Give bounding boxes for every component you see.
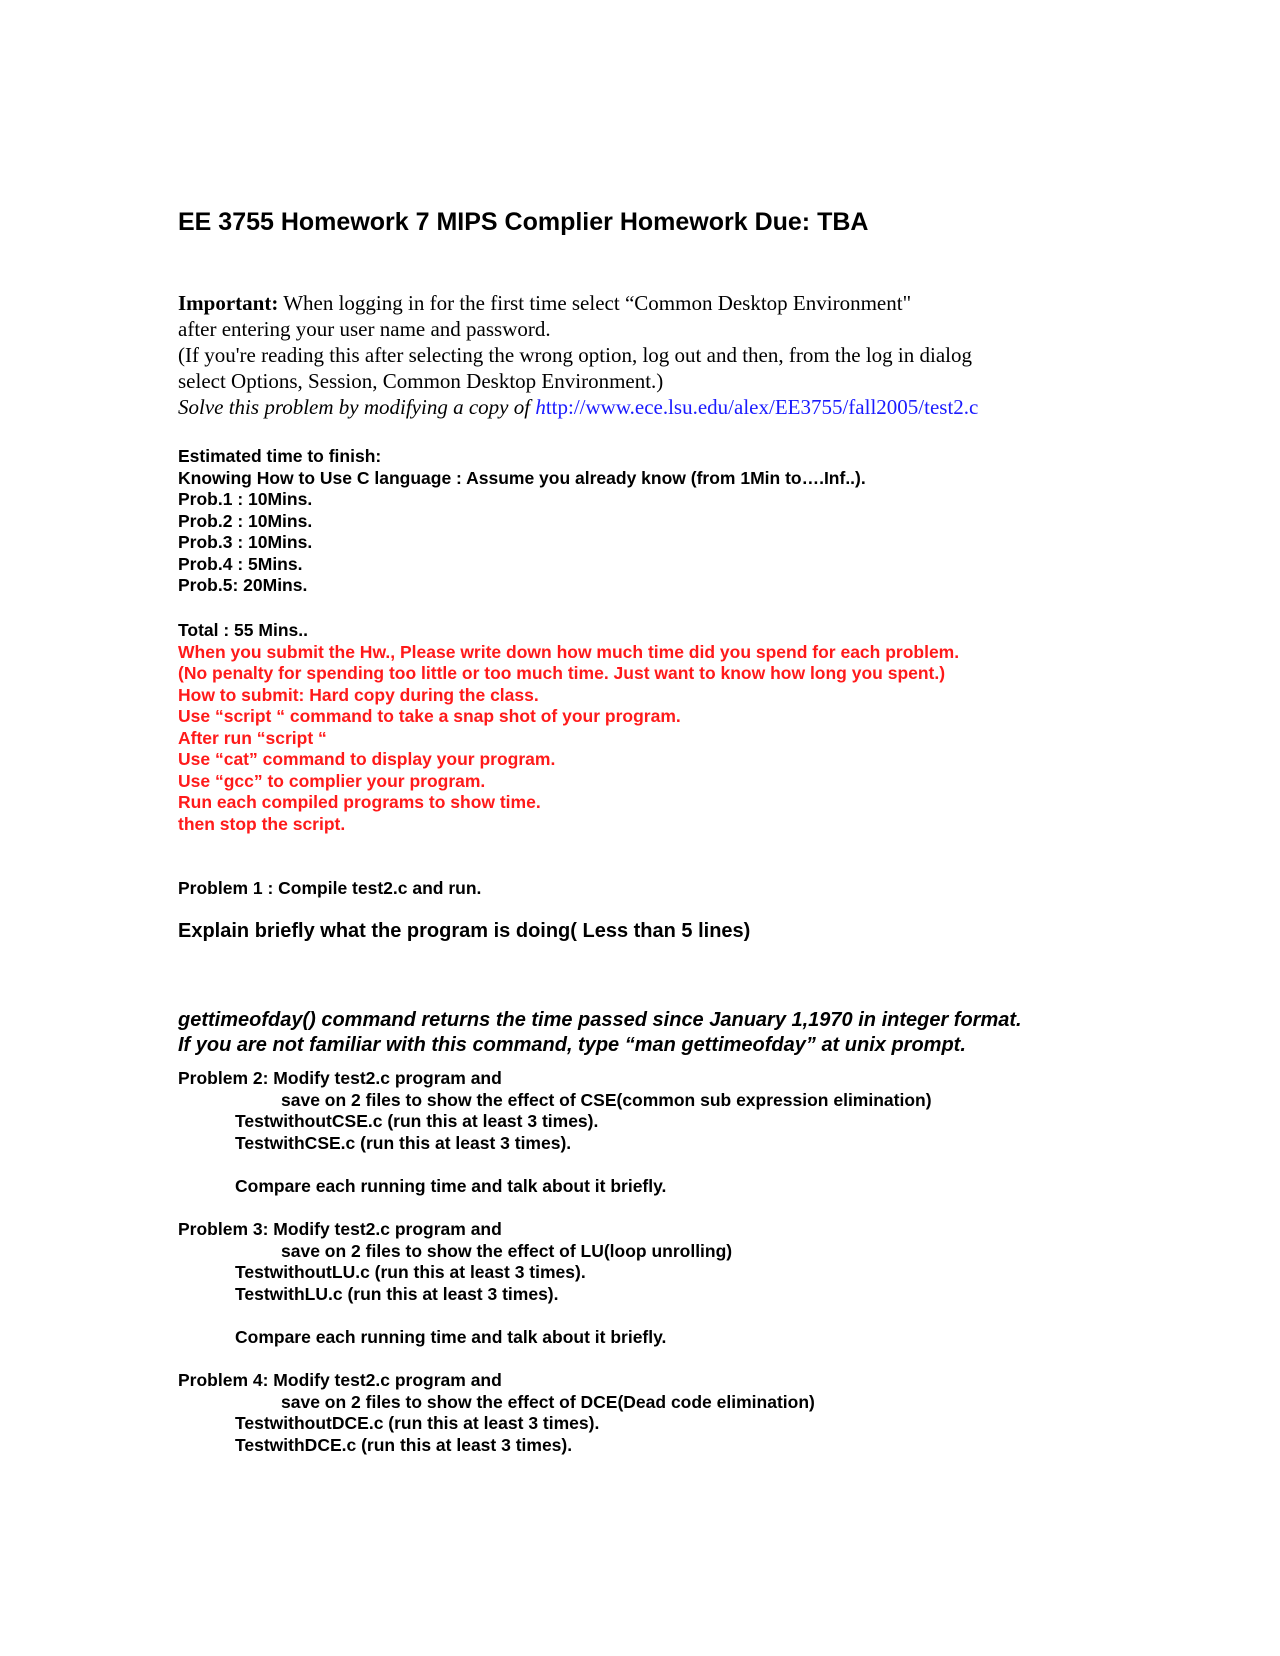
page-title: EE 3755 Homework 7 MIPS Complier Homework Due: TBA <box>178 208 869 236</box>
instruction-line: Use “cat” command to display your program. <box>178 749 556 769</box>
instruction-line: When you submit the Hw., Please write down how much time did you spend for each problem. <box>178 641 960 662</box>
problem2-heading: Problem 2: Modify test2.c program and <box>178 1068 502 1088</box>
instruction-line: After run “script “ <box>178 727 327 748</box>
solve-line <box>178 394 978 420</box>
login-line-2: after entering your user name and password. <box>178 317 551 341</box>
problem4-heading: Problem 4: Modify test2.c program and <box>178 1370 502 1390</box>
estimate-item: Prob.2 : 10Mins. <box>178 510 313 531</box>
time-estimates <box>178 446 866 597</box>
estimate-heading: Estimated time to finish: <box>178 446 382 466</box>
problem4-file1: TestwithoutDCE.c (run this at least 3 times). <box>235 1413 600 1433</box>
problem3-compare: Compare each running time and talk about it briefly. <box>235 1326 667 1347</box>
test2-link-rest: ttp://www.ece.lsu.edu/alex/EE3755/fall2005/test2.c <box>545 395 979 419</box>
problem2-file2: TestwithCSE.c (run this at least 3 times). <box>235 1132 572 1153</box>
problem4-desc: save on 2 files to show the effect of DCE(Dead code elimination) <box>281 1391 815 1412</box>
problem2-compare: Compare each running time and talk about it briefly. <box>235 1175 667 1196</box>
instruction-line: Use “script “ command to take a snap shot of your program. <box>178 706 681 726</box>
problem1-explain: Explain briefly what the program is doing( Less than 5 lines) <box>178 920 751 942</box>
important-text: When logging in for the first time select “Common Desktop Environment" <box>278 291 912 315</box>
important-line <box>178 290 978 316</box>
gettimeofday-line-2: If you are not familiar with this command, type “man gettimeofday” at unix prompt. <box>178 1034 966 1056</box>
estimate-item: Prob.4 : 5Mins. <box>178 553 303 574</box>
login-line-3: (If you're reading this after selecting the wrong option, log out and then, from the log in dialog <box>178 343 973 367</box>
estimate-knowing: Knowing How to Use C language : Assume you already know (from 1Min to….Inf..). <box>178 467 866 488</box>
problem4-section <box>178 1370 815 1456</box>
estimate-item: Prob.1 : 10Mins. <box>178 489 313 509</box>
instruction-line: (No penalty for spending too little or too much time. Just want to know how long you spent.) <box>178 663 946 683</box>
test2-link-h: h <box>535 395 546 419</box>
problem2-desc: save on 2 files to show the effect of CSE(common sub expression elimination) <box>281 1089 932 1110</box>
problem2-section <box>178 1068 932 1197</box>
problem3-file2: TestwithLU.c (run this at least 3 times). <box>235 1283 559 1304</box>
estimate-item: Prob.5: 20Mins. <box>178 575 308 595</box>
problem3-desc: save on 2 files to show the effect of LU(loop unrolling) <box>281 1240 733 1261</box>
instruction-line: Run each compiled programs to show time. <box>178 792 541 812</box>
gettimeofday-note <box>178 1008 1022 1058</box>
problem3-section <box>178 1219 732 1348</box>
problem4-file2: TestwithDCE.c (run this at least 3 times). <box>235 1434 573 1455</box>
login-instructions <box>178 290 978 420</box>
login-line-4: select Options, Session, Common Desktop Environment.) <box>178 369 664 393</box>
instruction-line: Use “gcc” to complier your program. <box>178 770 486 791</box>
instruction-line: How to submit: Hard copy during the class. <box>178 684 539 705</box>
problem3-file1: TestwithoutLU.c (run this at least 3 times). <box>235 1262 586 1282</box>
problem2-file1: TestwithoutCSE.c (run this at least 3 times). <box>235 1111 599 1131</box>
submission-section <box>178 620 959 835</box>
problem3-heading: Problem 3: Modify test2.c program and <box>178 1219 502 1239</box>
total-time: Total : 55 Mins.. <box>178 620 308 640</box>
solve-text: Solve this problem by modifying a copy of <box>178 395 536 419</box>
instruction-line: then stop the script. <box>178 813 346 834</box>
test2-link[interactable] <box>535 395 978 419</box>
important-label: Important: <box>178 291 279 315</box>
gettimeofday-line-1: gettimeofday() command returns the time passed since January 1,1970 in integer format. <box>178 1009 1022 1031</box>
problem1-heading: Problem 1 : Compile test2.c and run. <box>178 878 482 898</box>
estimate-item: Prob.3 : 10Mins. <box>178 532 313 552</box>
